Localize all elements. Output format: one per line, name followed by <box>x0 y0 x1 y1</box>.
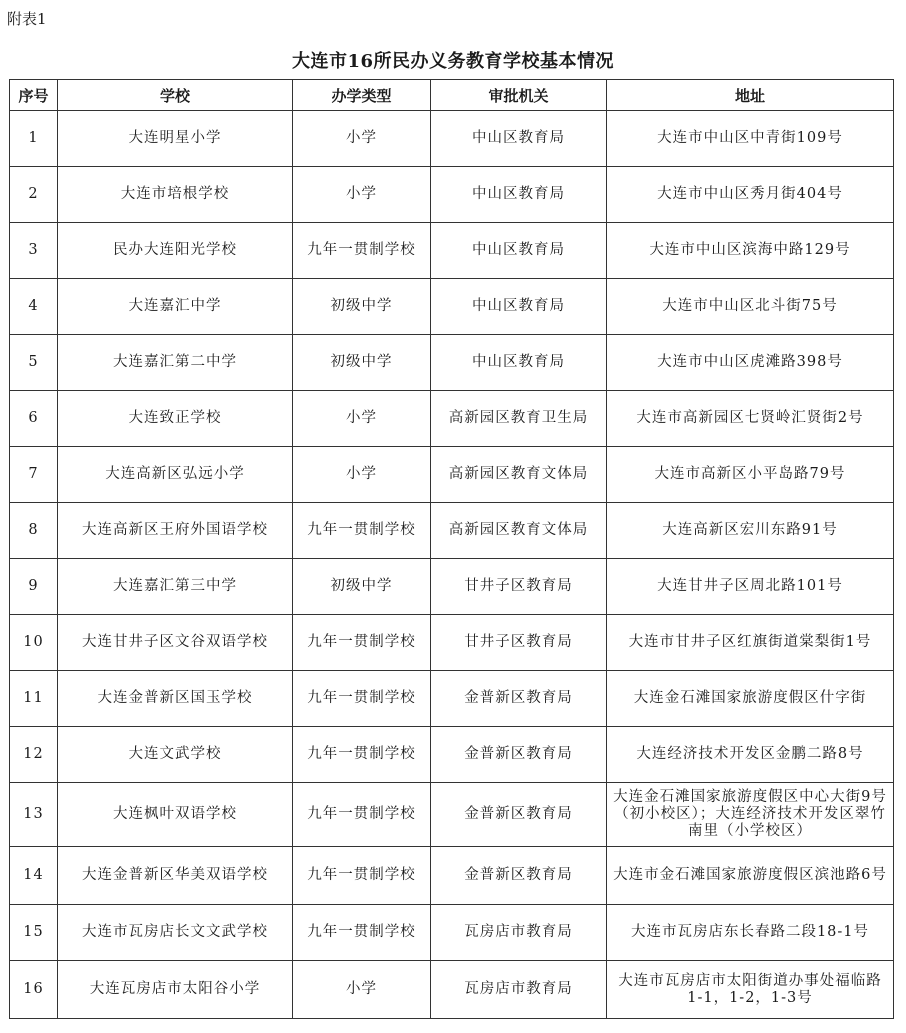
row-number-cell: 1 <box>10 111 58 167</box>
school-type-cell: 初级中学 <box>293 335 431 391</box>
row-number-cell: 16 <box>10 961 58 1019</box>
header-no: 序号 <box>10 80 58 111</box>
table-row <box>10 727 894 783</box>
address-cell: 大连甘井子区周北路101号 <box>607 559 894 615</box>
table-row <box>10 167 894 223</box>
school-type-cell: 九年一贯制学校 <box>293 671 431 727</box>
address-cell: 大连市瓦房店市太阳街道办事处福临路1-1，1-2，1-3号 <box>607 961 894 1019</box>
address-cell: 大连市瓦房店东长春路二段18-1号 <box>607 905 894 961</box>
school-type-cell: 九年一贯制学校 <box>293 783 431 847</box>
authority-cell: 高新园区教育文体局 <box>431 447 607 503</box>
row-number-cell: 8 <box>10 503 58 559</box>
row-number-cell: 6 <box>10 391 58 447</box>
authority-cell: 中山区教育局 <box>431 223 607 279</box>
school-name-cell: 大连市瓦房店长文文武学校 <box>58 905 293 961</box>
row-number-cell: 12 <box>10 727 58 783</box>
row-number-cell: 4 <box>10 279 58 335</box>
table-row <box>10 447 894 503</box>
table-row <box>10 961 894 1019</box>
address-cell: 大连市中山区中青街109号 <box>607 111 894 167</box>
address-cell: 大连市中山区北斗街75号 <box>607 279 894 335</box>
address-cell: 大连市高新园区七贤岭汇贤街2号 <box>607 391 894 447</box>
school-name-cell: 大连高新区王府外国语学校 <box>58 503 293 559</box>
table-row <box>10 783 894 847</box>
table-row <box>10 615 894 671</box>
table-row <box>10 671 894 727</box>
authority-cell: 金普新区教育局 <box>431 783 607 847</box>
table-row <box>10 391 894 447</box>
table-row <box>10 847 894 905</box>
authority-cell: 金普新区教育局 <box>431 727 607 783</box>
school-name-cell: 大连瓦房店市太阳谷小学 <box>58 961 293 1019</box>
authority-cell: 瓦房店市教育局 <box>431 961 607 1019</box>
school-name-cell: 大连嘉汇第三中学 <box>58 559 293 615</box>
school-type-cell: 九年一贯制学校 <box>293 503 431 559</box>
school-name-cell: 大连嘉汇第二中学 <box>58 335 293 391</box>
table-row <box>10 223 894 279</box>
school-name-cell: 大连明星小学 <box>58 111 293 167</box>
row-number-cell: 9 <box>10 559 58 615</box>
school-name-cell: 大连甘井子区文谷双语学校 <box>58 615 293 671</box>
school-name-cell: 大连高新区弘远小学 <box>58 447 293 503</box>
row-number-cell: 14 <box>10 847 58 905</box>
school-name-cell: 大连文武学校 <box>58 727 293 783</box>
school-name-cell: 大连金普新区国玉学校 <box>58 671 293 727</box>
row-number-cell: 11 <box>10 671 58 727</box>
authority-cell: 甘井子区教育局 <box>431 615 607 671</box>
address-cell: 大连市中山区滨海中路129号 <box>607 223 894 279</box>
school-type-cell: 小学 <box>293 961 431 1019</box>
address-cell: 大连经济技术开发区金鹏二路8号 <box>607 727 894 783</box>
header-type: 办学类型 <box>293 80 431 111</box>
address-cell: 大连金石滩国家旅游度假区中心大街9号（初小校区）；大连经济技术开发区翠竹南里（小学校区） <box>607 783 894 847</box>
school-name-cell: 大连枫叶双语学校 <box>58 783 293 847</box>
school-type-cell: 九年一贯制学校 <box>293 847 431 905</box>
row-number-cell: 15 <box>10 905 58 961</box>
school-type-cell: 小学 <box>293 391 431 447</box>
table-row <box>10 111 894 167</box>
school-name-cell: 民办大连阳光学校 <box>58 223 293 279</box>
row-number-cell: 7 <box>10 447 58 503</box>
authority-cell: 瓦房店市教育局 <box>431 905 607 961</box>
table-row <box>10 335 894 391</box>
school-type-cell: 小学 <box>293 447 431 503</box>
table-row <box>10 559 894 615</box>
table-row <box>10 279 894 335</box>
school-type-cell: 小学 <box>293 167 431 223</box>
document-title: 大连市16所民办义务教育学校基本情况 <box>291 51 615 72</box>
authority-cell: 中山区教育局 <box>431 335 607 391</box>
school-type-cell: 小学 <box>293 111 431 167</box>
school-type-cell: 九年一贯制学校 <box>293 727 431 783</box>
annex-label: 附表1 <box>7 10 47 28</box>
address-cell: 大连市中山区秀月街404号 <box>607 167 894 223</box>
authority-cell: 甘井子区教育局 <box>431 559 607 615</box>
row-number-cell: 10 <box>10 615 58 671</box>
address-cell: 大连市甘井子区红旗街道棠梨街1号 <box>607 615 894 671</box>
authority-cell: 中山区教育局 <box>431 111 607 167</box>
school-type-cell: 初级中学 <box>293 279 431 335</box>
school-name-cell: 大连致正学校 <box>58 391 293 447</box>
authority-cell: 高新园区教育文体局 <box>431 503 607 559</box>
school-type-cell: 九年一贯制学校 <box>293 905 431 961</box>
school-type-cell: 初级中学 <box>293 559 431 615</box>
address-cell: 大连市金石滩国家旅游度假区滨池路6号 <box>607 847 894 905</box>
school-name-cell: 大连金普新区华美双语学校 <box>58 847 293 905</box>
table-header-row <box>10 80 894 111</box>
authority-cell: 中山区教育局 <box>431 167 607 223</box>
row-number-cell: 5 <box>10 335 58 391</box>
table-row <box>10 503 894 559</box>
authority-cell: 金普新区教育局 <box>431 847 607 905</box>
school-name-cell: 大连市培根学校 <box>58 167 293 223</box>
header-address: 地址 <box>607 80 894 111</box>
address-cell: 大连高新区宏川东路91号 <box>607 503 894 559</box>
school-name-cell: 大连嘉汇中学 <box>58 279 293 335</box>
authority-cell: 高新园区教育卫生局 <box>431 391 607 447</box>
row-number-cell: 2 <box>10 167 58 223</box>
schools-table <box>9 79 894 1019</box>
address-cell: 大连市高新区小平岛路79号 <box>607 447 894 503</box>
table-row <box>10 905 894 961</box>
address-cell: 大连市中山区虎滩路398号 <box>607 335 894 391</box>
header-authority: 审批机关 <box>431 80 607 111</box>
authority-cell: 中山区教育局 <box>431 279 607 335</box>
row-number-cell: 13 <box>10 783 58 847</box>
address-cell: 大连金石滩国家旅游度假区什字街 <box>607 671 894 727</box>
header-school: 学校 <box>58 80 293 111</box>
school-type-cell: 九年一贯制学校 <box>293 223 431 279</box>
school-type-cell: 九年一贯制学校 <box>293 615 431 671</box>
row-number-cell: 3 <box>10 223 58 279</box>
authority-cell: 金普新区教育局 <box>431 671 607 727</box>
